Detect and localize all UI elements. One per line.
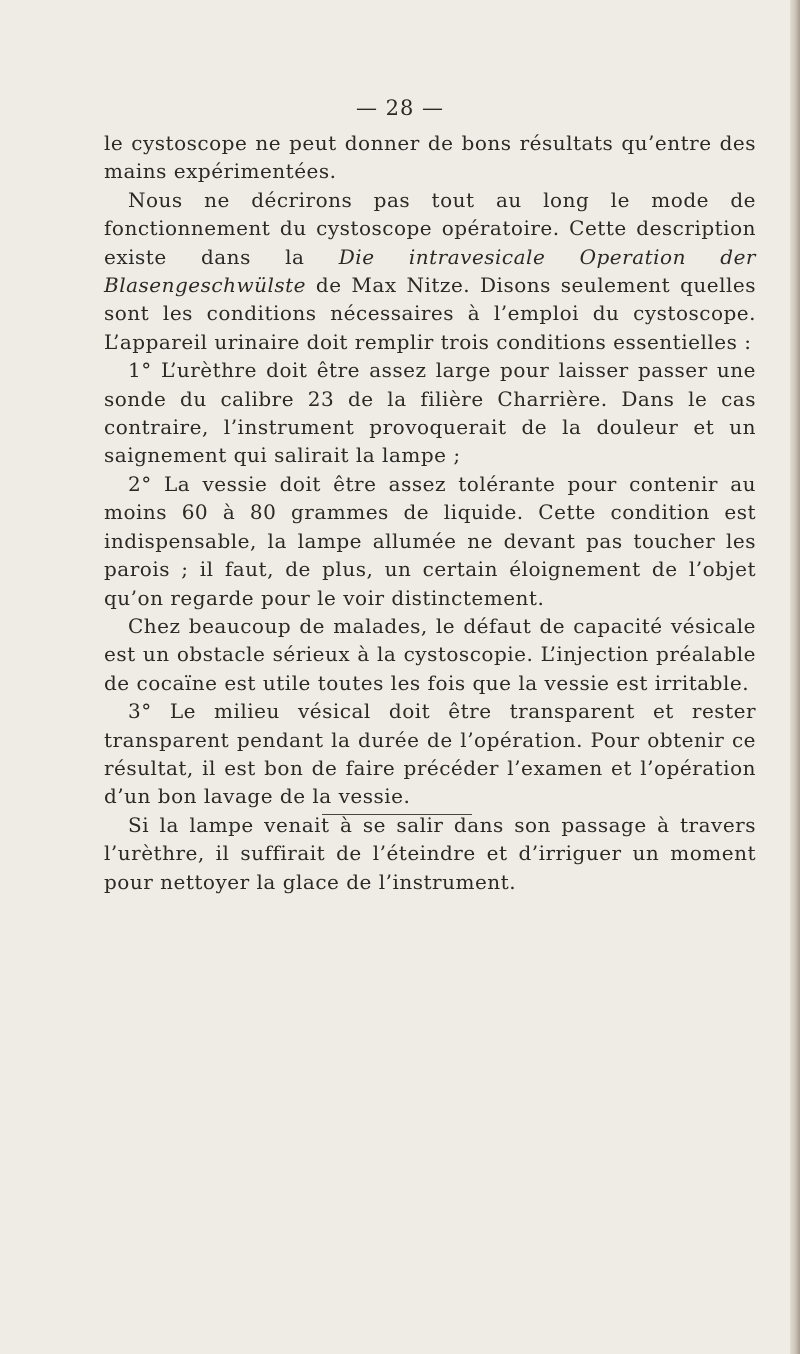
text-segment: le cystoscope ne peut donner de bons résultats qu’entre des mains expérimentées. [104,131,756,184]
page-edge-shadow [790,0,800,1354]
text-segment: Si la lampe venait à se salir dans son passage à travers l’urèthre, il suffirait de l’éteindre et d’irriguer un moment pour nettoyer la glace de l’instrument. [104,812,756,894]
paragraph-p7 [104,811,756,896]
italic-title: Die intravesicale Operation der Blasengeschwülste [104,244,756,298]
paragraph-p1 [104,129,756,186]
paragraph-p5 [104,612,756,697]
text-segment: 2° La vessie doit être assez tolérante pour contenir au moins 60 à 80 grammes de liquide. Cette condition est indispensable, la lampe allumée ne devant pas toucher les parois ; il faut, de plus, un certain éloignement de l’objet qu’on regarde pour le voir distinctement. [104,471,756,610]
text-segment: de Max Nitze. Disons seulement quelles sont les conditions nécessaires à l’emploi du cystoscope. L’appareil urinaire doit remplir trois conditions essentielles : [104,273,756,354]
paragraph-p6 [104,697,756,811]
text-segment: Chez beaucoup de malades, le défaut de capacité vésicale est un obstacle sérieux à la cystoscopie. L’injection préalable de cocaïne est utile toutes les fois que la vessie est irritable. [104,613,756,695]
text-segment: Nous ne décrirons pas tout au long le mode de fonctionnement du cystoscope opératoire. Cette description existe dans la [104,187,756,269]
end-rule [322,814,472,815]
page-number: — 28 — [355,96,445,120]
text-segment: 1° L’urèthre doit être assez large pour laisser passer une sonde du calibre 23 de la filière Charrière. Dans le cas contraire, l’instrument provoquerait de la douleur et un saignement qui salirait la lampe ; [104,358,756,468]
body-text [104,129,756,896]
paragraph-p3 [104,356,756,470]
paragraph-p4 [104,470,756,612]
paragraph-p2 [104,186,756,356]
text-segment: 3° Le milieu vésical doit être transparent et rester transparent pendant la durée de l’opération. Pour obtenir ce résultat, il est bon de faire précéder l’examen et l’opération d’un bon lavage de la vessie. [104,699,756,809]
